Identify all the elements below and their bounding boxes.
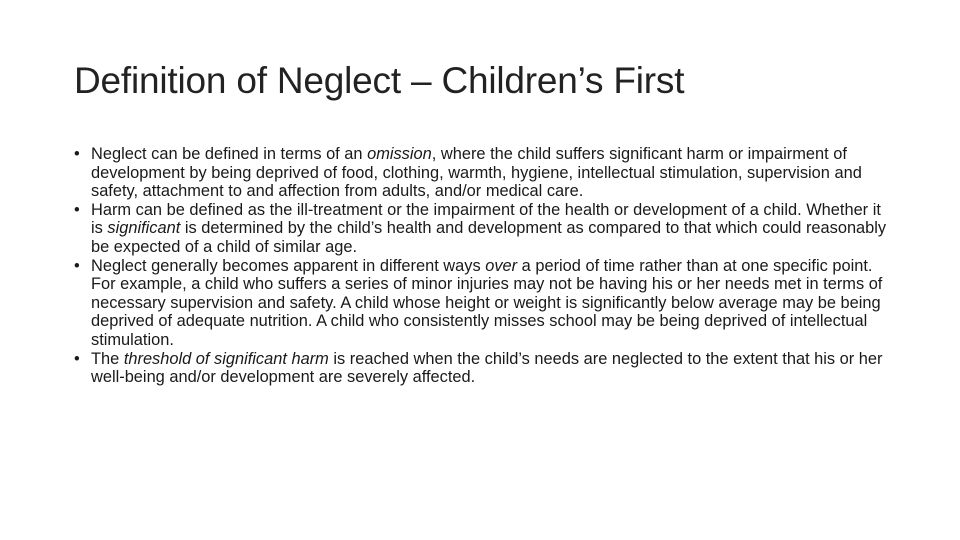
bullet-dot: • xyxy=(74,256,80,275)
bullet-text xyxy=(91,145,862,200)
bullet-dot: • xyxy=(74,349,80,368)
bullet-item xyxy=(74,350,889,387)
slide-title: Definition of Neglect – Children’s First xyxy=(74,60,685,101)
bullet-text xyxy=(91,350,883,387)
bullet-dot: • xyxy=(74,145,80,163)
bullet-text xyxy=(91,257,882,349)
bullet-text-segment: a period of time rather than at one specific point. For example, a child who suffers a series of minor injuries may not be having his or her needs met in terms of necessary supervision and safety. A child whose height or weight is significantly below average may be being deprived of adequate nutrition. A child who consistently misses school may be being deprived of intellectual stimulation. xyxy=(91,256,883,349)
bullet-item xyxy=(74,145,889,201)
bullet-text-segment: The xyxy=(91,349,124,368)
bullet-dot: • xyxy=(74,200,80,219)
bullet-text-segment: Harm can be defined as the ill-treatment or the impairment of the health or development of a child. Whether it is xyxy=(91,200,881,238)
bullet-text xyxy=(91,201,886,256)
bullet-text-emphasis: over xyxy=(485,256,518,275)
bullet-text-segment: Neglect generally becomes apparent in different ways xyxy=(91,256,486,275)
bullet-text-emphasis: threshold of significant harm xyxy=(123,349,329,368)
bullet-text-emphasis: omission xyxy=(367,145,432,163)
bullet-text-segment: is determined by the child’s health and development as compared to that which could reasonably be expected of a child of similar age. xyxy=(91,219,887,256)
bullet-item xyxy=(74,201,889,257)
bullet-text-segment: , where the child suffers significant harm or impairment of development by being deprived of food, clothing, warmth, hygiene, intellectual stimulation, supervision and safety, attachment to and affection from adults, and/or medical care. xyxy=(91,145,862,201)
bullet-text-segment: Neglect can be defined in terms of an xyxy=(91,145,368,163)
bullet-text-emphasis: significant xyxy=(107,219,181,238)
bullet-list xyxy=(74,145,889,387)
bullet-item xyxy=(74,257,889,350)
bullet-text-segment: is reached when the child’s needs are neglected to the extent that his or her well-being and/or development are severely affected. xyxy=(91,349,883,387)
